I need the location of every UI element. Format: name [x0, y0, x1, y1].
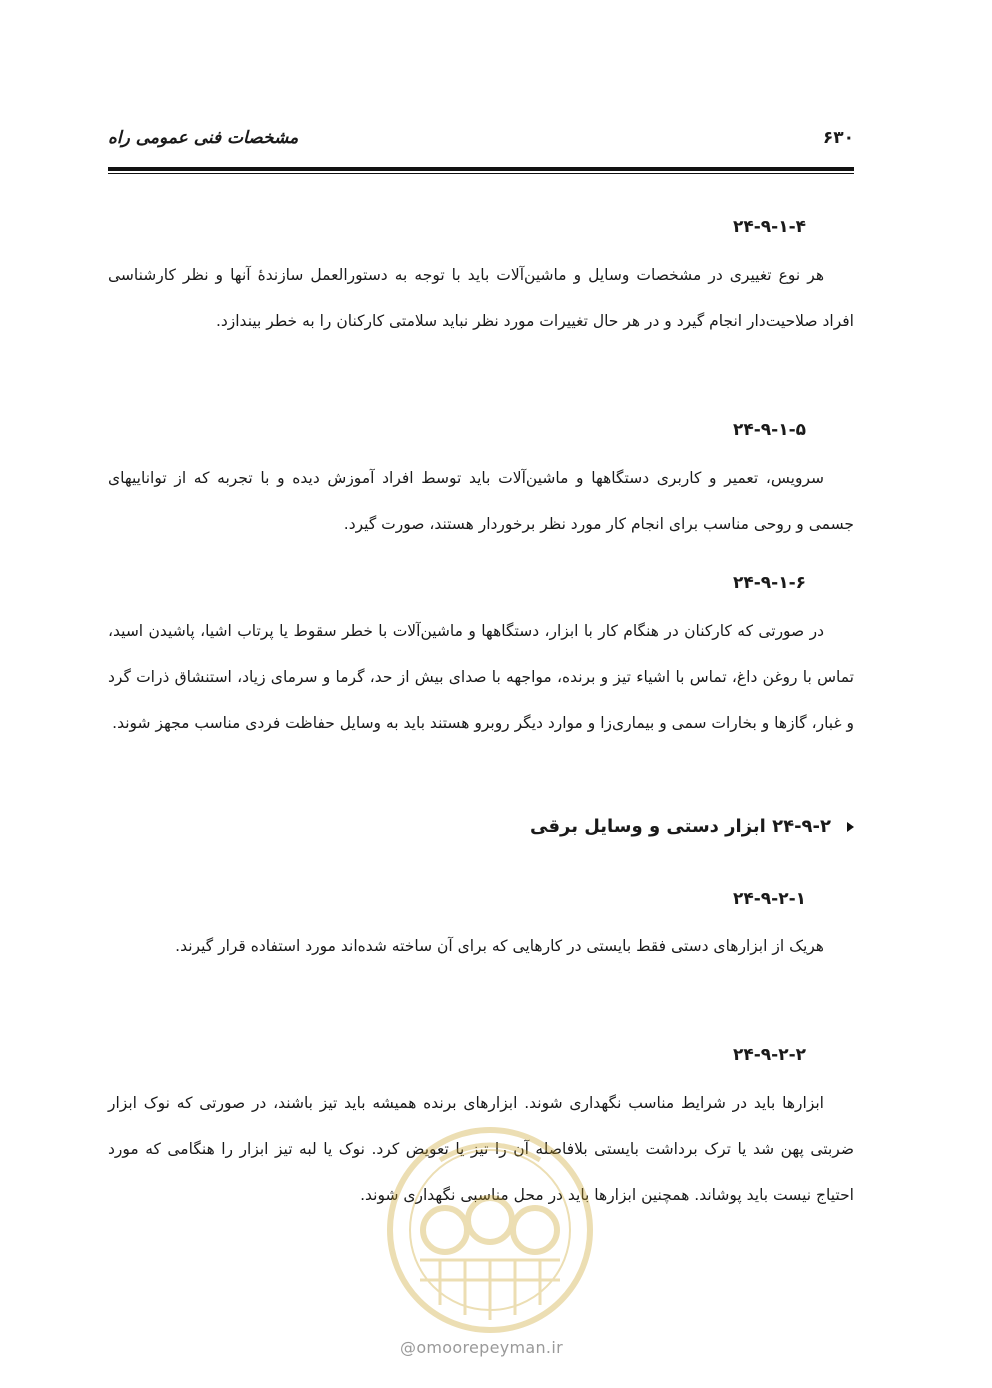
- clause-number: ۲۴-۹-۲-۲: [732, 1045, 806, 1065]
- section-title: [530, 816, 854, 837]
- section-title-text: ۲۴-۹-۲ ابزار دستی و وسایل برقی: [530, 816, 831, 837]
- clause-number: ۲۴-۹-۱-۶: [732, 573, 806, 593]
- triangle-bullet-icon: [847, 822, 854, 832]
- clause-text: ابزارها باید در شرایط مناسب نگهداری شوند. ابزارهای برنده همیشه باید تیز باشند، در صورتی که نوک ابزار ضربتی پهن شد یا ترک برداشت بایستی بلافاصله آن را تیز یا تعویض کرد. نوک یا لبه تیز ابزار را هنگامی که مورد احتیاج نیست باید پوشاند. همچنین ابزارها باید در محل مناسبی نگهداری شوند.: [108, 1094, 854, 1204]
- clause-text: هریک از ابزارهای دستی فقط بایستی در کارهایی که برای آن ساخته شده‌اند مورد استفاده قرار گیرند.: [175, 937, 824, 955]
- clause-text: در صورتی که کارکنان در هنگام کار با ابزار، دستگاهها و ماشین‌آلات با خطر سقوط یا پرتاب اشیا، پاشیدن اسید، تماس با روغن داغ، تماس با اشیاء تیز و برنده، مواجهه با صدای بیش از حد، گرما و سرمای زیاد، استنشاق ذرات گرد و غبار، گازها و بخارات سمی و بیماری‌زا و موارد دیگر روبرو هستند باید به وسایل حفاظت فردی مناسب مجهز شوند.: [108, 622, 854, 732]
- running-title: مشخصات فنی عمومی راه: [108, 128, 299, 148]
- page-header: [108, 128, 854, 158]
- header-rule-thick: [108, 167, 854, 171]
- clause-number: ۲۴-۹-۱-۴: [732, 217, 806, 237]
- clause-text: هر نوع تغییری در مشخصات وسایل و ماشین‌آلات باید با توجه به دستورالعمل سازندهٔ آنها و نظر کارشناسی افراد صلاحیت‌دار انجام گیرد و در هر حال تغییرات مورد نظر نباید سلامتی کارکنان را به خطر بیندازد.: [108, 266, 854, 330]
- clause-number: ۲۴-۹-۱-۵: [732, 420, 806, 440]
- page-number: ۶۳۰: [822, 128, 854, 148]
- watermark-site: @omoorepeyman.ir: [400, 1338, 563, 1357]
- header-rule-thin: [108, 173, 854, 174]
- clause-number: ۲۴-۹-۲-۱: [732, 889, 806, 909]
- watermark-seal-icon: [380, 1120, 600, 1340]
- clause-text: سرویس، تعمیر و کاربری دستگاهها و ماشین‌آلات باید توسط افراد آموزش دیده و با تجربه که از تواناییهای جسمی و روحی مناسب برای انجام کار مورد نظر برخوردار هستند، صورت گیرد.: [108, 469, 854, 533]
